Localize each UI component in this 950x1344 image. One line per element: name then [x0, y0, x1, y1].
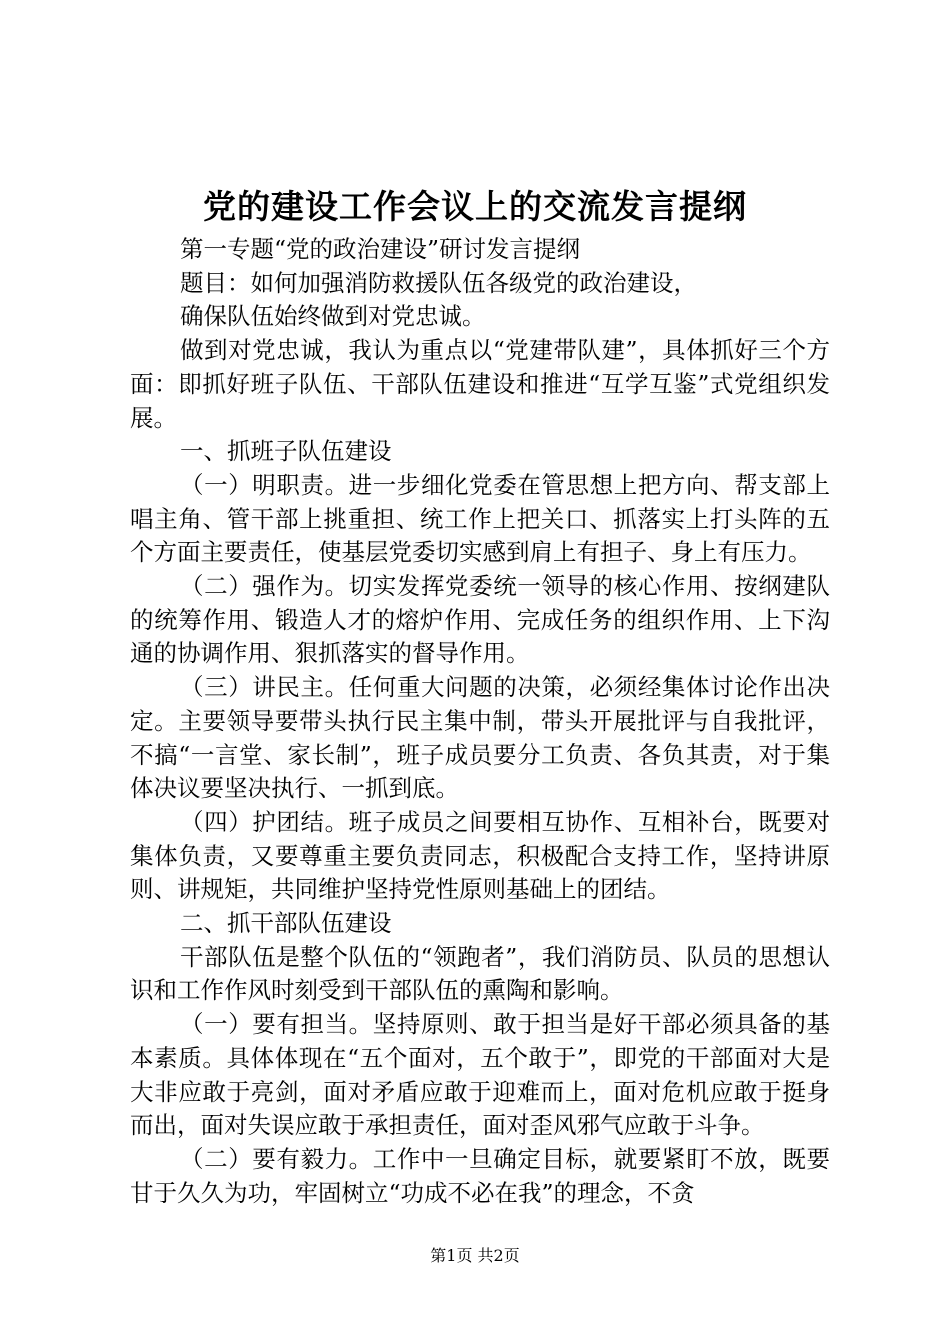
section-heading-2: 二、抓干部队伍建设: [180, 909, 392, 938]
paragraph-1-3: （三）讲民主。任何重大问题的决策，必须经集体讨论作出决定。主要领导要带头执行民主集中制，带头开展批评与自我批评，不搞“一言堂、家长制”，班子成员要分工负责、各负其责，对于集体决议要坚决执行、一抓到底。: [130, 673, 830, 803]
paragraph-topic: 题目：如何加强消防救援队伍各级党的政治建设，: [180, 268, 697, 297]
paragraph-intro: 做到对党忠诚，我认为重点以“党建带队建”，具体抓好三个方面：即抓好班子队伍、干部队伍建设和推进“互学互鉴”式党组织发展。: [130, 336, 830, 432]
page-footer: 第1页 共2页: [430, 1246, 520, 1265]
paragraph-2-intro: 干部队伍是整个队伍的“领跑者”，我们消防员、队员的思想认识和工作作风时刻受到干部队伍的熏陶和影响。: [130, 942, 830, 1005]
document-body: [130, 233, 830, 1210]
paragraph-subtitle: 第一专题“党的政治建设”研讨发言提纲: [180, 235, 581, 263]
paragraph-1-4: （四）护团结。班子成员之间要相互协作、互相补台，既要对集体负责，又要尊重主要负责同志，积极配合支持工作，坚持讲原则、讲规矩，共同维护坚持党性原则基础上的团结。: [130, 807, 830, 904]
document-title: 党的建设工作会议上的交流发言提纲: [203, 187, 747, 226]
paragraph-2-1: （一）要有担当。坚持原则、敢于担当是好干部必须具备的基本素质。具体体现在“五个面对，五个敢于”，即党的干部面对大是大非应敢于亮剑，面对矛盾应敢于迎难而上，面对危机应敢于挺身而出，面对失误应敢于承担责任，面对歪风邪气应敢于斗争。: [130, 1010, 830, 1140]
section-heading-1: 一、抓班子队伍建设: [180, 437, 392, 466]
paragraph-1-1: （一）明职责。进一步细化党委在管思想上把方向、帮支部上唱主角、管干部上挑重担、统工作上把关口、抓落实上打头阵的五个方面主要责任，使基层党委切实感到肩上有担子、身上有压力。: [130, 470, 830, 567]
paragraph-topic-cont: 确保队伍始终做到对党忠诚。: [180, 302, 486, 331]
paragraph-2-2: （二）要有毅力。工作中一旦确定目标，就要紧盯不放，既要甘于久久为功，牢固树立“功成不必在我”的理念，不贪: [130, 1144, 830, 1207]
paragraph-1-2: （二）强作为。切实发挥党委统一领导的核心作用、按纲建队的统筹作用、锻造人才的熔炉作用、完成任务的组织作用、上下沟通的协调作用、狠抓落实的督导作用。: [130, 572, 830, 668]
